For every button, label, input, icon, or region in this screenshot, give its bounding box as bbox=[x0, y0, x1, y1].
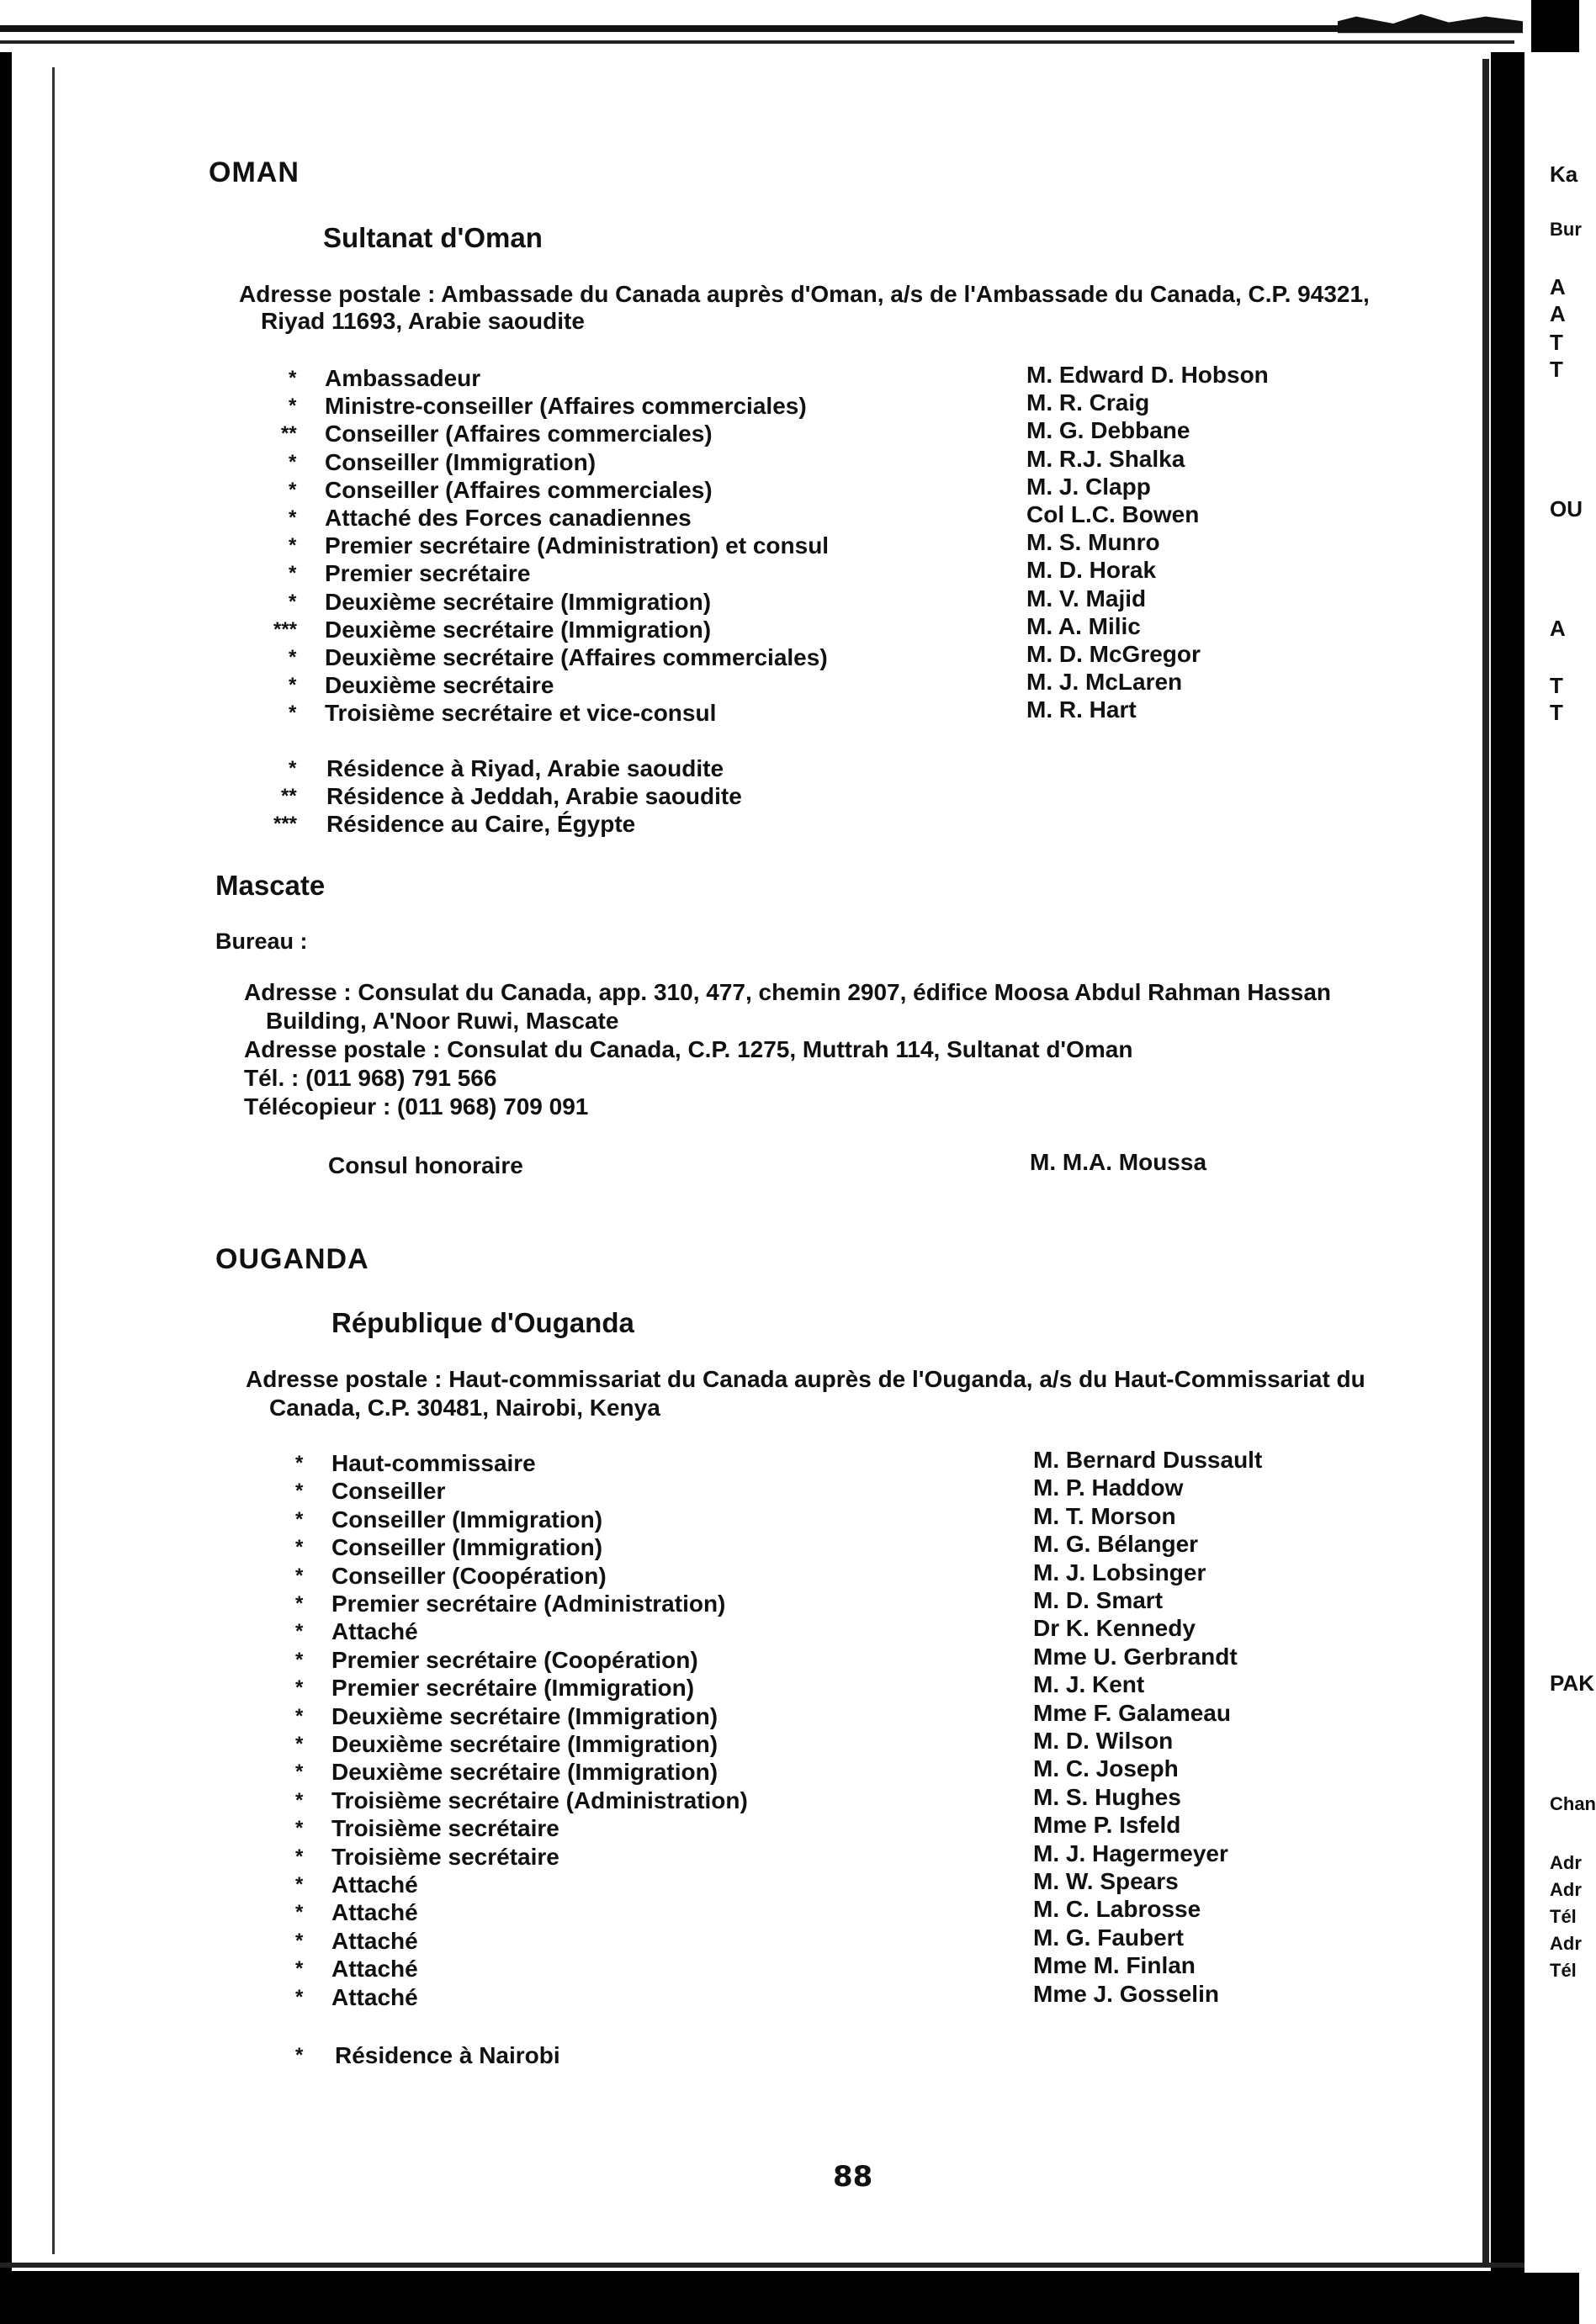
footnote-marker: * bbox=[295, 1985, 304, 2009]
footnote-marker: * bbox=[295, 1845, 304, 1868]
staff-title: Attaché bbox=[331, 1927, 418, 1954]
staff-title: Deuxième secrétaire (Immigration) bbox=[331, 1759, 718, 1786]
footnote-marker: * bbox=[295, 1733, 304, 1755]
footnote-marker: * bbox=[289, 674, 297, 697]
adjacent-fragment: Adr bbox=[1550, 1879, 1582, 1900]
staff-name: Dr K. Kennedy bbox=[1033, 1615, 1196, 1642]
note-text: Résidence au Caire, Égypte bbox=[326, 811, 636, 837]
address: Building, A'Noor Ruwi, Mascate bbox=[266, 1008, 619, 1034]
staff-name: M. A. Milic bbox=[1026, 612, 1141, 639]
staff-title: Attaché bbox=[331, 1956, 418, 1983]
page-right-rule bbox=[1482, 59, 1489, 2263]
staff-title: Premier secrétaire (Immigration) bbox=[331, 1675, 695, 1702]
staff-name: M. D. Smart bbox=[1033, 1587, 1164, 1613]
staff-title: Premier secrétaire (Administration) et consul bbox=[325, 532, 830, 559]
staff-title: Attaché bbox=[331, 1618, 418, 1645]
footnote-marker: * bbox=[295, 1788, 304, 1812]
staff-name: M. R.J. Shalka bbox=[1026, 445, 1185, 472]
adjacent-fragment: PAK bbox=[1550, 1670, 1594, 1696]
scan-bottom-edge bbox=[0, 2271, 1579, 2324]
footnote-marker: * bbox=[295, 1480, 304, 1503]
footnote-marker: * bbox=[289, 701, 297, 725]
footnote-marker: * bbox=[289, 534, 297, 558]
staff-name: M. T. Morson bbox=[1033, 1502, 1176, 1529]
adjacent-fragment: T bbox=[1550, 700, 1563, 725]
footnote-marker: * bbox=[295, 1704, 304, 1728]
footnote-marker: * bbox=[289, 450, 297, 474]
adjacent-fragment: OU bbox=[1550, 496, 1583, 521]
adjacent-fragment: Adr bbox=[1550, 1852, 1582, 1873]
footnote-marker: * bbox=[289, 646, 297, 669]
staff-title: Conseiller (Immigration) bbox=[331, 1506, 603, 1533]
adjacent-fragment: Chan bbox=[1550, 1793, 1596, 1814]
footnote-marker: * bbox=[295, 2044, 304, 2067]
adjacent-fragment: A bbox=[1550, 616, 1566, 641]
staff-title: Conseiller bbox=[331, 1478, 446, 1505]
note-text: Résidence à Jeddah, Arabie saoudite bbox=[326, 783, 742, 809]
staff-title: Conseiller (Immigration) bbox=[331, 1534, 603, 1561]
adjacent-page bbox=[1524, 52, 1596, 2273]
staff-title: Deuxième secrétaire (Immigration) bbox=[325, 588, 712, 615]
adjacent-fragment: Ka bbox=[1550, 161, 1578, 187]
footnote-marker: * bbox=[295, 1564, 304, 1587]
adjacent-fragment: Tél bbox=[1550, 1906, 1577, 1927]
footnote-marker: *** bbox=[273, 617, 298, 641]
staff-title: Attaché des Forces canadiennes bbox=[325, 505, 692, 531]
staff-name: Mme F. Galameau bbox=[1033, 1699, 1231, 1726]
footnote-marker: * bbox=[289, 590, 297, 613]
staff-title: Troisième secrétaire et vice-consul bbox=[325, 700, 717, 727]
staff-name: M. W. Spears bbox=[1033, 1868, 1179, 1894]
staff-title: Deuxième secrétaire (Immigration) bbox=[325, 616, 712, 643]
staff-title: Troisième secrétaire bbox=[331, 1815, 559, 1842]
staff-title: Conseiller (Coopération) bbox=[331, 1562, 607, 1589]
official-name: Sultanat d'Oman bbox=[323, 222, 543, 253]
footnote-marker: * bbox=[295, 1760, 304, 1784]
staff-title: Troisième secrétaire bbox=[331, 1843, 559, 1870]
adjacent-fragment: Bur bbox=[1550, 219, 1582, 240]
adjacent-fragment: A bbox=[1550, 274, 1566, 299]
postal-address: Riyad 11693, Arabie saoudite bbox=[261, 308, 585, 334]
staff-title: Attaché bbox=[331, 1899, 418, 1926]
footnote-marker: * bbox=[295, 1901, 304, 1924]
footnote-marker: * bbox=[289, 757, 297, 780]
staff-name: M. G. Faubert bbox=[1033, 1924, 1184, 1951]
staff-name: Mme J. Gosselin bbox=[1033, 1980, 1219, 2007]
staff-title: Premier secrétaire bbox=[325, 560, 531, 587]
staff-name: Mme P. Isfeld bbox=[1033, 1812, 1181, 1839]
staff-name: M. J. Clapp bbox=[1026, 473, 1151, 500]
footnote-marker: * bbox=[289, 506, 297, 529]
footnote-marker: * bbox=[289, 478, 297, 501]
staff-name: M. R. Hart bbox=[1026, 696, 1137, 723]
staff-name: Mme U. Gerbrandt bbox=[1033, 1643, 1238, 1670]
phone: Tél. : (011 968) 791 566 bbox=[244, 1065, 497, 1091]
staff-title: Attaché bbox=[331, 1983, 418, 2010]
country-heading: OMAN bbox=[209, 156, 300, 188]
footnote-marker: * bbox=[295, 1648, 304, 1671]
staff-name: M. Bernard Dussault bbox=[1033, 1447, 1263, 1473]
page-number: 88 bbox=[833, 2160, 873, 2194]
staff-title: Conseiller (Immigration) bbox=[325, 448, 597, 475]
adjacent-fragment: Adr bbox=[1550, 1933, 1582, 1954]
postal-address: Canada, C.P. 30481, Nairobi, Kenya bbox=[269, 1395, 660, 1421]
postal-address: Adresse postale : Haut-commissariat du Canada auprès de l'Ouganda, a/s du Haut-Commissariat du bbox=[246, 1366, 1365, 1392]
footnote-marker: * bbox=[289, 562, 297, 585]
staff-name: M. S. Munro bbox=[1026, 529, 1160, 556]
footnote-marker: * bbox=[295, 1676, 304, 1700]
note-text: Résidence à Nairobi bbox=[335, 2042, 560, 2068]
adjacent-fragment: T bbox=[1550, 330, 1563, 355]
adjacent-fragment: T bbox=[1550, 357, 1563, 382]
staff-name: M. J. Lobsinger bbox=[1033, 1559, 1206, 1586]
footnote-marker: * bbox=[295, 1817, 304, 1840]
footnote-marker: *** bbox=[273, 813, 298, 835]
city-heading: Mascate bbox=[215, 870, 326, 901]
staff-name: M. R. Craig bbox=[1026, 389, 1150, 416]
staff-name: M. D. Wilson bbox=[1033, 1728, 1174, 1754]
staff-title: Deuxième secrétaire (Immigration) bbox=[331, 1702, 718, 1729]
staff-name: M. M.A. Moussa bbox=[1030, 1149, 1207, 1175]
staff-title: Haut-commissaire bbox=[331, 1450, 536, 1476]
fax: Télécopieur : (011 968) 709 091 bbox=[244, 1093, 589, 1120]
footnote-marker: * bbox=[295, 1507, 304, 1531]
adjacent-fragment: T bbox=[1550, 673, 1563, 698]
staff-title: Conseiller (Affaires commerciales) bbox=[325, 476, 713, 503]
footnote-marker: * bbox=[295, 1620, 304, 1644]
staff-name: M. J. Hagermeyer bbox=[1033, 1840, 1228, 1866]
postal-address: Adresse postale : Ambassade du Canada auprès d'Oman, a/s de l'Ambassade du Canada, C.P. 94321, bbox=[239, 281, 1370, 307]
staff-title: Premier secrétaire (Coopération) bbox=[331, 1646, 698, 1673]
staff-title: Conseiller (Affaires commerciales) bbox=[325, 421, 713, 447]
footnote-marker: * bbox=[289, 367, 297, 389]
staff-name: M. P. Haddow bbox=[1033, 1474, 1184, 1501]
adjacent-fragment: Tél bbox=[1550, 1960, 1577, 1981]
staff-title: Attaché bbox=[331, 1871, 418, 1898]
staff-name: M. D. McGregor bbox=[1026, 641, 1201, 667]
staff-name: M. G. Debbane bbox=[1026, 417, 1190, 444]
postal-address: Adresse postale : Consulat du Canada, C.P. 1275, Muttrah 114, Sultanat d'Oman bbox=[244, 1036, 1133, 1062]
country-heading: OUGANDA bbox=[215, 1243, 369, 1275]
adjacent-fragment: A bbox=[1550, 301, 1566, 326]
staff-title: Deuxième secrétaire bbox=[325, 672, 554, 699]
staff-name: M. C. Joseph bbox=[1033, 1755, 1179, 1782]
footnote-marker: * bbox=[295, 1873, 304, 1896]
footnote-marker: * bbox=[295, 1957, 304, 1981]
footnote-marker: * bbox=[289, 394, 297, 418]
staff-title: Consul honoraire bbox=[328, 1152, 523, 1178]
staff-name: M. J. Kent bbox=[1033, 1671, 1145, 1698]
scan-right-gutter bbox=[1491, 52, 1524, 2273]
footnote-marker: * bbox=[295, 1452, 304, 1474]
address: Adresse : Consulat du Canada, app. 310, 477, chemin 2907, édifice Moosa Abdul Rahman Hassan bbox=[244, 979, 1332, 1005]
footnote-marker: * bbox=[295, 1536, 304, 1559]
staff-name: M. D. Horak bbox=[1026, 557, 1157, 584]
staff-name: M. S. Hughes bbox=[1033, 1783, 1181, 1810]
office-label: Bureau : bbox=[215, 929, 308, 954]
staff-title: Deuxième secrétaire (Immigration) bbox=[331, 1731, 718, 1757]
staff-name: M. C. Labrosse bbox=[1033, 1896, 1201, 1923]
staff-name: M. V. Majid bbox=[1026, 585, 1147, 611]
staff-name: Col L.C. Bowen bbox=[1026, 501, 1200, 527]
official-name: République d'Ouganda bbox=[331, 1307, 634, 1338]
staff-name: M. Edward D. Hobson bbox=[1026, 362, 1269, 388]
staff-title: Premier secrétaire (Administration) bbox=[331, 1591, 726, 1617]
staff-name: M. G. Bélanger bbox=[1033, 1531, 1199, 1558]
staff-title: Deuxième secrétaire (Affaires commerciales) bbox=[325, 644, 828, 670]
staff-title: Ambassadeur bbox=[325, 365, 481, 391]
note-text: Résidence à Riyad, Arabie saoudite bbox=[326, 755, 724, 781]
footnote-marker: ** bbox=[281, 422, 297, 446]
staff-title: Troisième secrétaire (Administration) bbox=[331, 1787, 748, 1813]
footnote-marker: * bbox=[295, 1929, 304, 1952]
staff-title: Ministre-conseiller (Affaires commerciales) bbox=[325, 393, 807, 420]
footnote-marker: * bbox=[295, 1592, 304, 1615]
scan-corner bbox=[1531, 0, 1579, 52]
staff-name: M. J. McLaren bbox=[1026, 669, 1183, 696]
footnote-marker: ** bbox=[281, 785, 297, 807]
staff-name: Mme M. Finlan bbox=[1033, 1952, 1196, 1979]
